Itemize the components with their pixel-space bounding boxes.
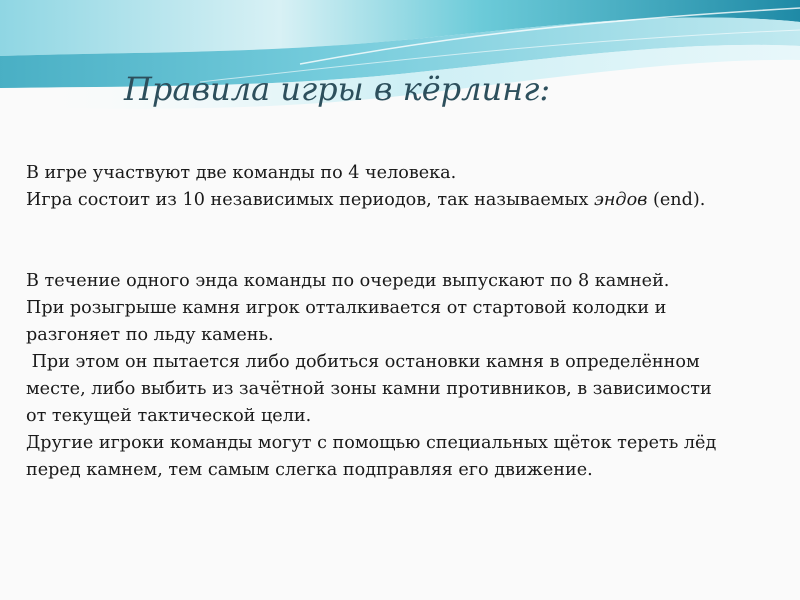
text-segment: (end). [647,190,706,210]
text-segment: Игра состоит из 10 независимых периодов, так называемых [26,190,594,210]
text-line: При этом он пытается либо добиться остановки камня в определённом [26,352,700,372]
slide-body [26,160,786,484]
paragraph-gap [26,214,786,268]
text-line: При розыгрыше камня игрок отталкивается от стартовой колодки и [26,298,667,318]
text-line: месте, либо выбить из зачётной зоны камни противников, в зависимости [26,379,712,399]
italic-term: эндов [593,190,648,210]
text-line: Другие игроки команды могут с помощью специальных щёток тереть лёд [26,433,717,453]
text-line: В игре участвуют две команды по 4 человека. [26,163,457,183]
slide-title: Правила игры в кёрлинг: [124,70,551,108]
text-line: от текущей тактической цели. [26,406,312,426]
text-line: разгоняет по льду камень. [26,325,274,345]
text-line: перед камнем, тем самым слегка подправляя его движение. [26,460,593,480]
text-line: В течение одного энда команды по очереди выпускают по 8 камней. [26,271,670,291]
text-line-with-term [26,187,786,214]
